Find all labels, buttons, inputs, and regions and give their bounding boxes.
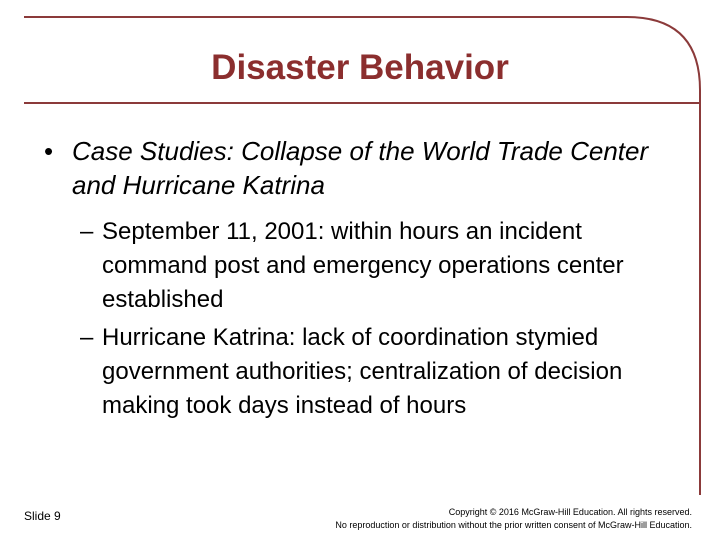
copyright-line: No reproduction or distribution without the prior written consent of McGraw-Hill Education. bbox=[335, 520, 692, 530]
sub-bullet-2 bbox=[80, 321, 700, 423]
sub-bullet-text: September 11, 2001: within hours an incident command post and emergency operations center established bbox=[102, 218, 624, 313]
main-bullet bbox=[44, 134, 684, 202]
copyright-notice bbox=[335, 506, 692, 532]
bullet-text: Case Studies: Collapse of the World Trade Center and Hurricane Katrina bbox=[72, 136, 649, 200]
sub-bullet-marker: – bbox=[80, 218, 94, 245]
slide-title: Disaster Behavior bbox=[211, 48, 509, 87]
sub-bullet-marker: – bbox=[80, 324, 94, 351]
sub-bullet-1 bbox=[80, 215, 700, 317]
slide-number: Slide 9 bbox=[24, 509, 61, 523]
bullet-marker: • bbox=[44, 136, 54, 166]
sub-bullet-text: Hurricane Katrina: lack of coordination stymied government authorities; centralization of decision making took days instead of hours bbox=[102, 324, 623, 419]
copyright-line: Copyright © 2016 McGraw-Hill Education. All rights reserved. bbox=[448, 507, 692, 517]
